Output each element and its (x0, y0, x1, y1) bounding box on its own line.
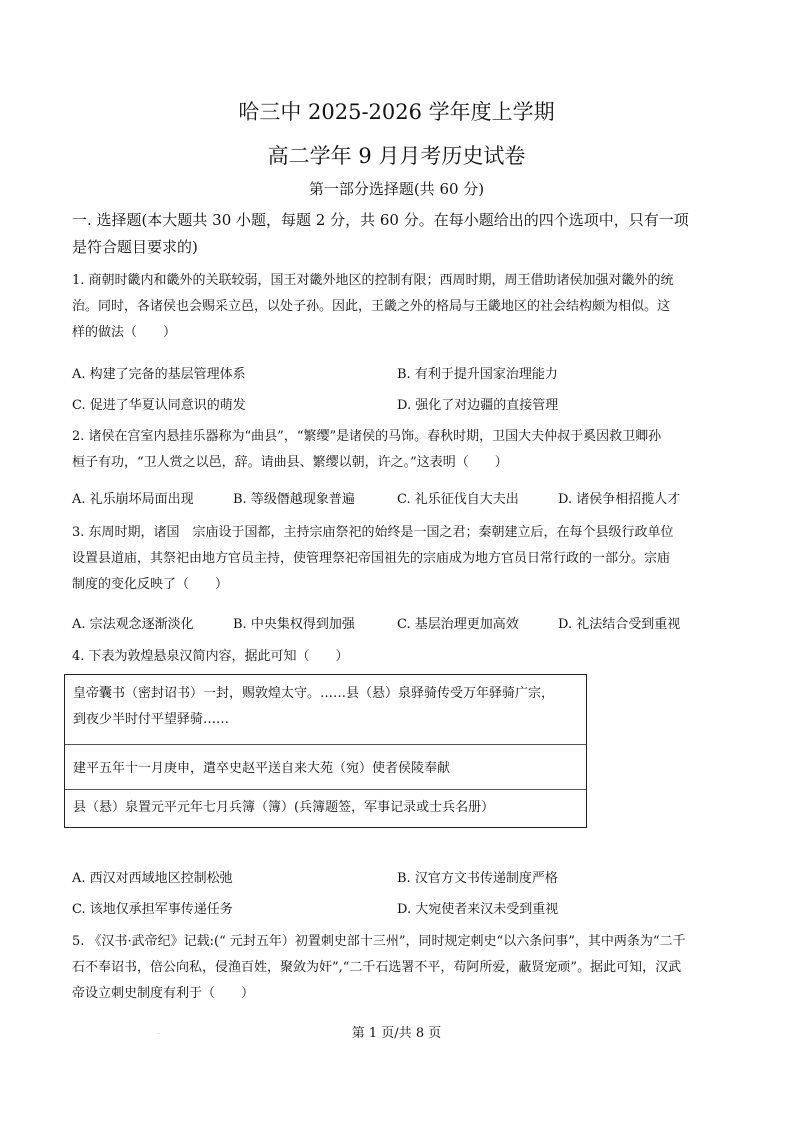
table-row-1 (65, 681, 586, 733)
question-3-options (72, 612, 722, 640)
question-1-line2: 治。同时，各诸侯也会赐采立邑，以处子孙。因此，王畿之外的格局与王畿地区的社会结构颇为相似。这 (72, 299, 671, 314)
question-1-line3: 样的做法（ ） (72, 325, 177, 340)
part-heading: 第一部分选择题(共 60 分) (308, 180, 485, 198)
question-3-line3: 制度的变化反映了（ ） (72, 577, 229, 592)
question-2-option-b[interactable]: B. 等级僭越现象普遍 (233, 492, 355, 507)
section-instructions (72, 207, 722, 261)
question-3-line2: 设置县道庙，其祭祀由地方官员主持，使管理祭祀帝国祖先的宗庙成为地方官员日常行政的一部分。宗庙 (72, 551, 671, 566)
question-1 (72, 268, 722, 346)
question-4-option-c[interactable]: C. 该地仅承担军事传递任务 (72, 902, 233, 917)
question-4-option-a[interactable]: A. 西汉对西域地区控制松弛 (72, 871, 233, 886)
question-2 (72, 424, 722, 476)
page-number: 第 1 页/共 8 页 (351, 1026, 442, 1041)
question-5-line2: 石不奉诏书，倍公向私，侵渔百姓，聚敛为奸”,“二千石选署不平，苟阿所爱，蔽贤宠顽”。据此可知，汉武 (72, 960, 682, 975)
question-1-options (72, 362, 722, 422)
exam-title-line2: 高二学年 9 月月考历史试卷 (267, 144, 526, 168)
table-row-3: 县（悬）泉置元平元年七月兵簿（簿）(兵簿题签，军事记录或士兵名册） (73, 800, 495, 815)
question-4-stem: 4. 下表为敦煌悬泉汉简内容，据此可知（ ） (72, 649, 349, 664)
question-3-option-d[interactable]: D. 礼法结合受到重视 (558, 617, 681, 632)
question-2-option-a[interactable]: A. 礼乐崩坏局面出现 (72, 492, 194, 507)
question-5 (72, 929, 722, 1007)
decorative-dot: · (158, 1031, 160, 1038)
question-2-option-d[interactable]: D. 诸侯争相招揽人才 (558, 492, 681, 507)
question-2-line1: 2. 诸侯在宫室内悬挂乐器称为“曲县”，“繁缨”是诸侯的马饰。春秋时期，卫国大夫仲叔于奚因救卫卿孙 (72, 429, 662, 444)
table-row-1-line1: 皇帝囊书（密封诏书）一封，赐敦煌太守。……县（悬）泉驿骑传受万年驿骑广宗， (73, 686, 555, 701)
question-2-option-c[interactable]: C. 礼乐征伐自大夫出 (397, 492, 519, 507)
question-4-option-b[interactable]: B. 汉官方文书传递制度严格 (397, 871, 558, 886)
question-4-options (72, 866, 722, 926)
question-3-option-c[interactable]: C. 基层治理更加高效 (397, 617, 519, 632)
question-4 (72, 644, 722, 670)
instructions-line1: 一. 选择题(本大题共 30 小题，每题 2 分，共 60 分。在每小题给出的四个选项中，只有一项 (72, 211, 689, 229)
question-3-line1: 3. 东周时期，诸国 宗庙设于国都，主持宗庙祭祀的始终是一国之君；秦朝建立后，在每个县级行政单位 (72, 525, 674, 540)
question-3-option-b[interactable]: B. 中央集权得到加强 (233, 617, 355, 632)
question-3-option-a[interactable]: A. 宗法观念逐渐淡化 (72, 617, 194, 632)
instructions-line2: 是符合题目要求的) (72, 238, 198, 256)
table-divider (65, 744, 586, 745)
question-3 (72, 520, 722, 598)
question-1-option-d[interactable]: D. 强化了对边疆的直接管理 (397, 398, 559, 413)
question-1-line1: 1. 商朝时畿内和畿外的关联较弱，国王对畿外地区的控制有限；西周时期，周王借助诸侯加强对畿外的统 (72, 273, 674, 288)
question-4-table (64, 674, 587, 828)
table-row-2: 建平五年十一月庚申，遣卒史赵平送自来大苑（宛）使者侯陵奉献 (73, 761, 451, 776)
table-divider (65, 789, 586, 790)
question-1-option-a[interactable]: A. 构建了完备的基层管理体系 (72, 367, 246, 382)
question-4-option-d[interactable]: D. 大宛使者来汉未受到重视 (397, 902, 559, 917)
question-1-option-c[interactable]: C. 促进了华夏认同意识的萌发 (72, 398, 246, 413)
question-2-options (72, 487, 722, 515)
table-row-1-line2: 到夜少半时付平望驿骑…… (73, 712, 230, 727)
question-2-line2: 桓子有功，“卫人赏之以邑，辞。请曲县、繁缨以朝，许之。”这表明（ ） (72, 455, 508, 470)
exam-title-line1: 哈三中 2025-2026 学年度上学期 (238, 100, 555, 124)
question-5-line3: 帝设立刺史制度有利于（ ） (72, 986, 255, 1001)
question-1-option-b[interactable]: B. 有利于提升国家治理能力 (397, 367, 558, 382)
question-5-line1: 5. 《汉书·武帝纪》记载:(“ 元封五年）初置刺史部十三州”，同时规定刺史“以六条问事”，其中两条为“二千 (72, 934, 686, 949)
